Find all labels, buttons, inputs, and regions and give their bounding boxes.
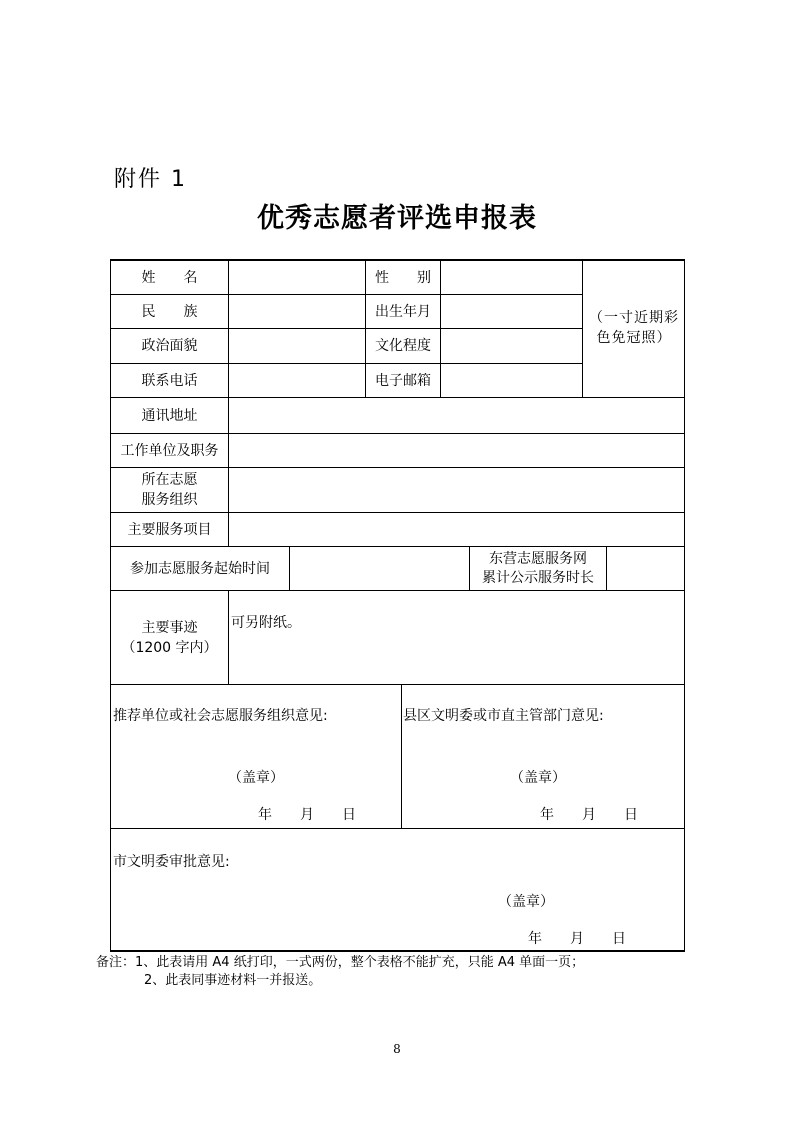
county-opinion-label: 县区文明委或市直主管部门意见: [403, 708, 604, 724]
work-unit-field[interactable] [229, 434, 684, 467]
project-field[interactable] [229, 513, 684, 546]
birth-label: 出生年月 [375, 303, 431, 320]
service-hours-line2: 累计公示服务时长 [482, 569, 594, 586]
gender-label: 性 别 [375, 269, 431, 286]
name-field[interactable] [229, 261, 365, 294]
phone-label: 联系电话 [141, 372, 198, 389]
project-label: 主要服务项目 [127, 521, 212, 538]
education-label: 文化程度 [375, 338, 431, 354]
form-title: 优秀志愿者评选申报表 [257, 203, 537, 234]
county-date: 年 月 日 [540, 807, 638, 823]
ethnicity-label: 民 族 [141, 303, 198, 320]
ethnicity-field[interactable] [229, 295, 365, 328]
gender-field[interactable] [441, 261, 582, 294]
deeds-label-line1: 主要事迹 [141, 619, 198, 636]
service-hours-label [470, 547, 606, 590]
politics-field[interactable] [229, 329, 365, 363]
city-opinion-label: 市文明委审批意见: [113, 854, 230, 870]
attachment-label: 附件 1 [114, 167, 187, 192]
address-field[interactable] [229, 398, 684, 433]
note-line-2: 2、此表同事迹材料一并报送。 [144, 973, 322, 988]
birth-field[interactable] [441, 295, 582, 328]
city-date: 年 月 日 [528, 931, 626, 947]
education-field[interactable] [441, 329, 582, 363]
page-number: 8 [393, 1042, 401, 1056]
start-time-field[interactable] [290, 547, 469, 590]
org-field[interactable] [229, 468, 684, 512]
org-label-line2: 服务组织 [141, 492, 198, 508]
start-time-label: 参加志愿服务起始时间 [130, 560, 270, 577]
recommend-seal: （盖章） [228, 770, 284, 786]
email-label: 电子邮箱 [375, 372, 431, 389]
county-seal: （盖章） [510, 770, 566, 786]
service-hours-field[interactable] [607, 547, 684, 590]
email-field[interactable] [441, 364, 582, 397]
phone-field[interactable] [229, 364, 365, 397]
recommend-opinion-label: 推荐单位或社会志愿服务组织意见: [113, 708, 328, 724]
deeds-hint: 可另附纸。 [231, 615, 301, 631]
org-label-line1: 所在志愿 [141, 472, 198, 488]
address-label: 通讯地址 [141, 407, 198, 424]
politics-label: 政治面貌 [141, 338, 198, 354]
photo-placeholder[interactable]: （一寸近期彩色免冠照） [589, 310, 679, 346]
name-label: 姓 名 [141, 269, 198, 286]
service-hours-line1: 东营志愿服务网 [489, 550, 587, 567]
deeds-label [111, 591, 228, 684]
deeds-label-line2: （1200 字内） [121, 639, 218, 656]
work-unit-label: 工作单位及职务 [120, 442, 219, 459]
note-line-1: 备注：1、此表请用 A4 纸打印，一式两份，整个表格不能扩充，只能 A4 单面一页； [96, 955, 585, 970]
city-seal: （盖章） [498, 894, 554, 910]
recommend-date: 年 月 日 [258, 807, 356, 823]
org-label [111, 468, 228, 512]
